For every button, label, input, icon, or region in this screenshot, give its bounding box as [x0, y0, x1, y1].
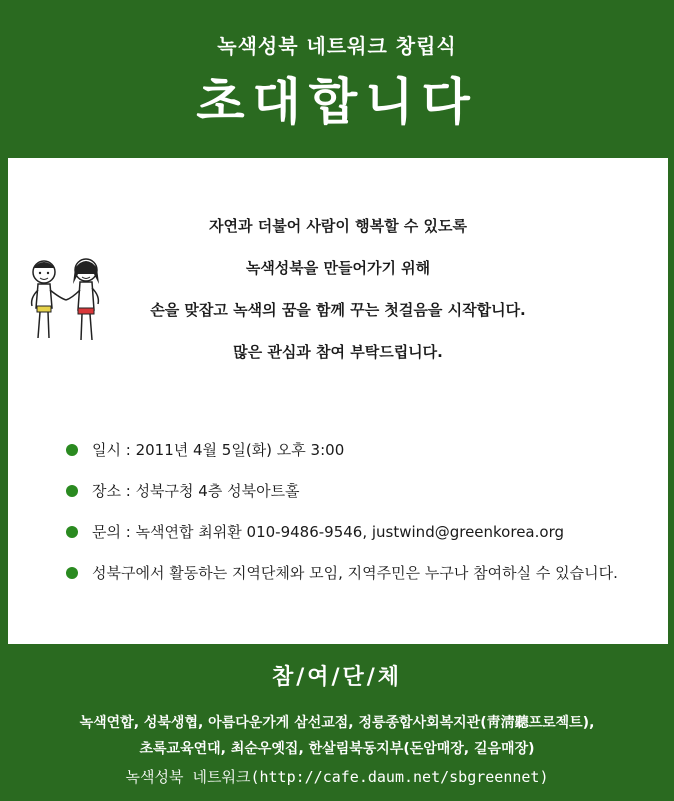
message-line-3: 손을 맞잡고 녹색의 꿈을 함께 꾸는 첫걸음을 시작합니다. [150, 301, 526, 319]
message-line-1: 자연과 더불어 사람이 행복할 수 있도록 [209, 217, 467, 235]
message-line-4: 많은 관심과 참여 부탁드립니다. [233, 343, 443, 361]
participating-orgs-title: 참/여/단/체 [271, 665, 403, 690]
orgs-line-2: 초록교육연대, 최순우옛집, 한살림북동지부(돈암매장, 길음매장) [139, 741, 535, 757]
detail-text: 장소 : 성북구청 4층 성북아트홀 [92, 482, 300, 500]
detail-text: 문의 : 녹색연합 최위환 010-9486-9546, justwind@greenkorea.org [92, 523, 564, 541]
orgs-line-1: 녹색연합, 성북생협, 아름다운가게 삼선교점, 정릉종합사회복지관(靑淸聽프로젝트), [79, 715, 595, 731]
bullet-icon [66, 526, 78, 538]
bullet-icon [66, 444, 78, 456]
invitation-message [8, 216, 668, 384]
participating-orgs-list [0, 710, 674, 762]
footer [0, 644, 674, 801]
detail-contact [66, 520, 666, 561]
detail-datetime [66, 438, 666, 479]
bullet-icon [66, 567, 78, 579]
event-details [66, 438, 666, 602]
detail-location [66, 479, 666, 520]
invitation-card [8, 158, 668, 644]
detail-text: 성북구에서 활동하는 지역단체와 모임, 지역주민은 누구나 참여하실 수 있습니다. [92, 564, 618, 582]
invitation-title: 초대합니다 [196, 73, 478, 131]
network-link[interactable]: 녹색성북 네트워크(http://cafe.daum.net/sbgreennet) [125, 768, 549, 786]
detail-participation [66, 561, 666, 602]
event-subtitle: 녹색성북 네트워크 창립식 [217, 34, 457, 58]
message-line-2: 녹색성북을 만들어가기 위해 [245, 259, 431, 277]
header [0, 0, 674, 158]
bullet-icon [66, 485, 78, 497]
detail-text: 일시 : 2011년 4월 5일(화) 오후 3:00 [92, 441, 345, 459]
